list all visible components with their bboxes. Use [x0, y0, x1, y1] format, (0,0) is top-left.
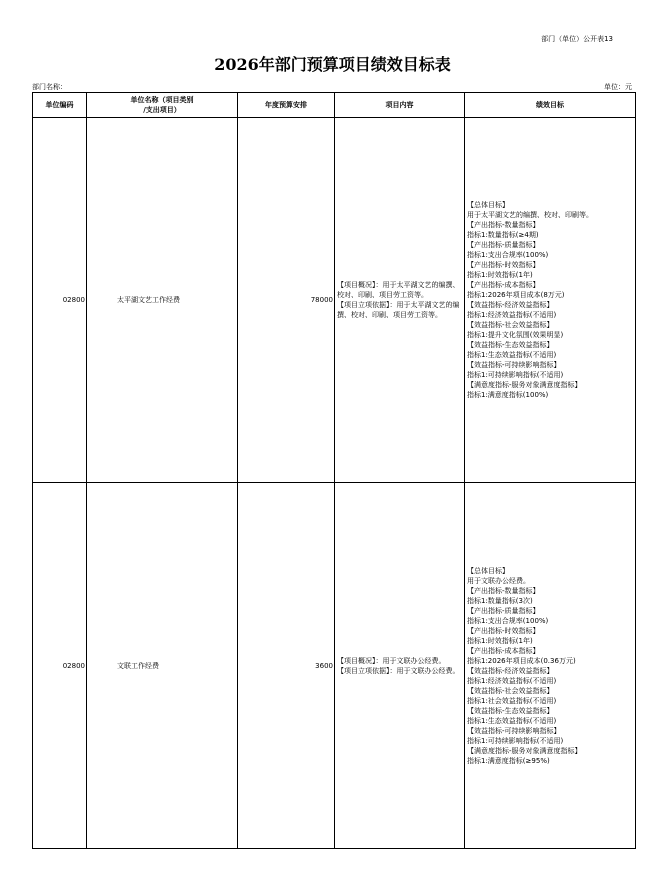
target-line: 指标1:生态效益指标(不适用) [467, 351, 557, 359]
content-overview: 【项目概况】：用于太平湖文艺的编撰、校对、印刷、项目劳工资等。 [337, 281, 460, 299]
target-line: 【效益指标-社会效益指标】 [467, 686, 554, 695]
target-line: 指标1:满意度指标(≥95%) [467, 756, 550, 765]
target-line: 指标1:社会效益指标(不适用) [467, 696, 557, 705]
header-annual-budget: 年度预算安排 [238, 93, 335, 118]
header-performance-target: 绩效目标 [465, 93, 636, 118]
target-line: 指标1:时效指标(1年) [467, 636, 533, 645]
target-line: 【效益指标-经济效益指标】 [467, 666, 554, 675]
target-line: 指标1:生态效益指标(不适用) [467, 716, 557, 725]
content-basis: 【项目立项依据】：用于太平湖文艺的编撰、校对、印刷、项目劳工资等。 [337, 301, 460, 319]
target-line: 【产出指标-时效指标】 [467, 626, 540, 635]
target-line: 指标1:2026年项目成本(8万元) [467, 291, 565, 299]
target-line: 【总体目标】 [467, 201, 509, 209]
target-line: 【效益指标-经济效益指标】 [467, 301, 554, 309]
page-title: 2026年部门预算项目绩效目标表 [214, 55, 451, 74]
target-line: 【效益指标-生态效益指标】 [467, 706, 554, 715]
target-line: 指标1:满意度指标(100%) [467, 391, 549, 399]
project-name-cell: 文联工作经费 [87, 483, 238, 849]
unit-code-cell: 02800 [33, 483, 87, 849]
table-row [33, 118, 636, 483]
performance-target-cell [465, 483, 636, 849]
target-line: 【产出指标-质量指标】 [467, 241, 540, 249]
header-unit-name [87, 93, 238, 118]
performance-target-cell [465, 118, 636, 483]
target-line: 【效益指标-可持续影响指标】 [467, 361, 561, 369]
target-line: 【产出指标-数量指标】 [467, 221, 540, 229]
target-line: 指标1:提升文化氛围(效果明显) [467, 331, 564, 339]
content-basis: 【项目立项依据】：用于文联办公经费。 [337, 666, 460, 675]
target-line: 用于文联办公经费。 [467, 576, 530, 585]
target-line: 指标1:时效指标(1年) [467, 271, 533, 279]
unit-label: 单位：元 [604, 83, 632, 91]
target-line: 【产出指标-时效指标】 [467, 261, 540, 269]
budget-amount-cell: 3600 [238, 483, 335, 849]
target-line: 指标1:支出合规率(100%) [467, 616, 549, 625]
project-content-cell [335, 118, 465, 483]
target-line: 指标1:2026年项目成本(0.36万元) [467, 656, 576, 665]
header-project-content: 项目内容 [335, 93, 465, 118]
unit-code-cell: 02800 [33, 118, 87, 483]
target-line: 用于太平湖文艺的编撰、校对、印刷等。 [467, 211, 593, 219]
budget-amount-cell: 78000 [238, 118, 335, 483]
target-line: 【产出指标-成本指标】 [467, 646, 540, 655]
form-number-label: 部门（单位）公开表13 [541, 35, 613, 43]
target-line: 【效益指标-社会效益指标】 [467, 321, 554, 329]
target-line: 【满意度指标-服务对象满意度指标】 [467, 746, 582, 755]
target-line: 【产出指标-质量指标】 [467, 606, 540, 615]
target-line: 指标1:支出合规率(100%) [467, 251, 549, 259]
target-line: 指标1:可持续影响指标(不适用) [467, 736, 564, 745]
target-line: 【满意度指标-服务对象满意度指标】 [467, 381, 582, 389]
target-line: 指标1:可持续影响指标(不适用) [467, 371, 564, 379]
header-unit-name-line1: 单位名称（项目类别 [130, 96, 194, 104]
target-line: 指标1:数量指标(≥4期) [467, 231, 539, 239]
target-line: 【效益指标-生态效益指标】 [467, 341, 554, 349]
department-name-label: 部门名称： [32, 83, 67, 91]
target-line: 指标1:数量指标(3次) [467, 596, 533, 605]
target-line: 【产出指标-数量指标】 [467, 586, 540, 595]
target-line: 【效益指标-可持续影响指标】 [467, 726, 561, 735]
table-header-row [33, 93, 636, 118]
target-line: 【总体目标】 [467, 566, 509, 575]
header-unit-name-line2: /支出项目） [143, 106, 181, 114]
target-line: 指标1:经济效益指标(不适用) [467, 676, 557, 685]
project-content-cell [335, 483, 465, 849]
performance-target-table [32, 92, 636, 849]
header-unit-code: 单位编码 [33, 93, 87, 118]
target-line: 指标1:经济效益指标(不适用) [467, 311, 557, 319]
target-line: 【产出指标-成本指标】 [467, 281, 540, 289]
project-name-cell: 太平湖文艺工作经费 [87, 118, 238, 483]
table-row [33, 483, 636, 849]
content-overview: 【项目概况】：用于文联办公经费。 [337, 656, 446, 665]
